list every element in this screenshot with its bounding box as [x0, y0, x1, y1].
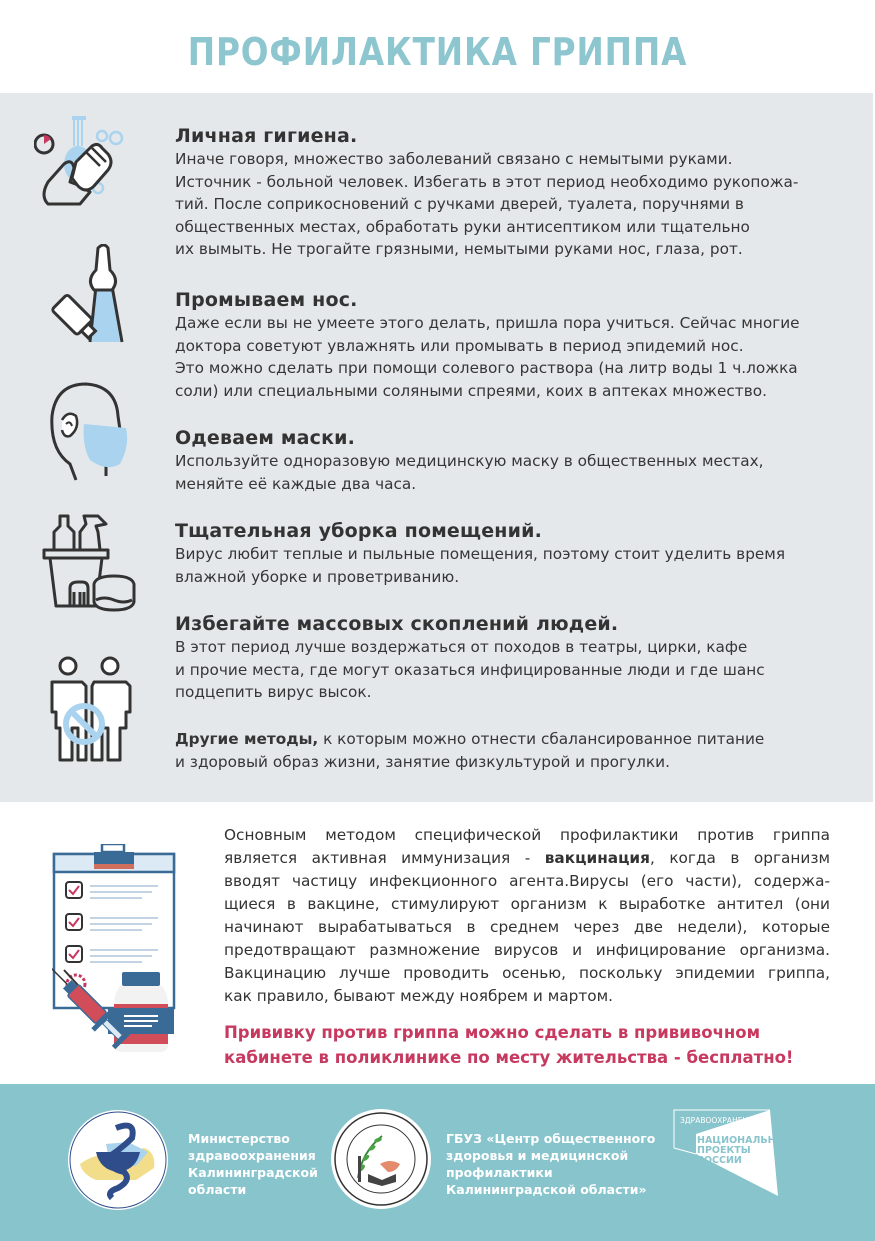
body-line: начинают вырабатываться в среднем через две недели), которые [224, 918, 830, 936]
body-line: вводят частицу инфекционного агента.Вирусы (его части), содержа- [224, 872, 830, 890]
org-line: Калининградской [188, 1165, 318, 1180]
body-line: доктора советуют увлажнять или промывать в период эпидемий нос. [175, 336, 744, 355]
org-line: ГБУЗ «Центр общественного [446, 1131, 656, 1146]
body-line: Источник - больной человек. Избегать в этот период необходимо рукопожа- [175, 172, 799, 191]
other-methods-label: Другие методы, [175, 730, 319, 748]
page-title: ПРОФИЛАКТИКА ГРИППА [187, 30, 688, 74]
body-line: Вакцинацию лучше проводить осенью, поскольку эпидемии гриппа, [224, 964, 830, 982]
vaccination-checklist-icon [52, 844, 182, 1054]
body-line: соли) или специальными соляными спреями, коих в аптеках множество. [175, 381, 767, 400]
body-line: Вирус любит теплые и пыльные помещения, поэтому стоит уделить время [175, 545, 786, 563]
center-name [446, 1130, 655, 1198]
nasal-spray-icon [40, 244, 130, 344]
no-crowds-icon [46, 656, 136, 766]
org-line: здоровья и медицинской [446, 1148, 629, 1163]
section-crowds [175, 612, 855, 704]
cleaning-supplies-icon [40, 512, 140, 612]
body-line: Это можно сделать при помощи солевого раствора (на литр воды 1 ч.ложка [175, 359, 798, 378]
body-line: их вымыть. Не трогайте грязными, немытыми руками нос, глаза, рот. [175, 240, 743, 259]
ministry-health-kaliningrad-logo [66, 1108, 170, 1212]
org-line: Министерство [188, 1131, 290, 1146]
body-line: Иначе говоря, множество заболеваний связано с немытыми руками. [175, 150, 733, 168]
section-heading: Избегайте массовых скоплений людей. [175, 613, 619, 635]
body-line: влажной уборке и проветриванию. [175, 567, 460, 586]
other-methods [175, 728, 855, 773]
np-line: НАЦИОНАЛЬНЫЕ [697, 1135, 792, 1146]
body-line: тий. После соприкосновений с ручками дверей, туалета, поручнями в [175, 195, 744, 214]
callout-line: кабинете в поликлинике по месту жительства - бесплатно! [224, 1048, 794, 1067]
vaccination-keyword: вакцинация [544, 849, 650, 867]
face-mask-icon [46, 380, 136, 485]
text-span: является активная иммунизация - [224, 849, 545, 867]
body-line: Даже если вы не умеете этого делать, пришла пора учиться. Сейчас многие [175, 314, 800, 332]
section-heading: Тщательная уборка помещений. [175, 520, 543, 542]
section-body [175, 450, 855, 495]
body-line [224, 847, 830, 870]
hand-washing-icon [34, 112, 134, 217]
national-projects-title [697, 1136, 792, 1166]
section-body [175, 148, 855, 261]
section-heading: Личная гигиена. [175, 125, 358, 147]
body-line: предотвращают размножение вирусов и инфицирование организма. [224, 941, 830, 959]
public-health-center-logo [330, 1108, 432, 1210]
section-nose [175, 288, 855, 402]
np-line: ПРОЕКТЫ [697, 1145, 751, 1156]
section-body [175, 636, 855, 704]
section-body [175, 543, 855, 588]
org-line: здравоохранения [188, 1148, 316, 1163]
body-line: щиеся в вакцине, стимулируют организм к выработке антител (они [224, 895, 830, 913]
body-line: Основным методом специфической профилактики против гриппа [224, 826, 830, 844]
section-heading: Одеваем маски. [175, 427, 356, 449]
section-heading: Промываем нос. [175, 289, 358, 311]
other-methods-text: к которым можно отнести сбалансированное питание [318, 730, 765, 748]
other-methods-body [175, 728, 855, 773]
body-line: и здоровый образ жизни, занятие физкультурой и прогулки. [175, 752, 670, 771]
body-line: как правило, бывают между ноябрем и мартом. [224, 987, 614, 1005]
callout-line: Прививку против гриппа можно сделать в прививочном [224, 1023, 761, 1042]
section-hygiene [175, 124, 855, 261]
body-line: подцепить вирус высок. [175, 683, 372, 702]
text-span: , когда в организм [649, 849, 830, 867]
org-line: области [188, 1182, 247, 1197]
section-body [175, 312, 855, 402]
body-line: меняйте её каждые два часа. [175, 474, 417, 493]
section-masks [175, 426, 855, 495]
body-line: В этот период лучше воздержаться от походов в театры, цирки, кафе [175, 638, 748, 656]
section-cleaning [175, 519, 855, 588]
np-line: РОССИИ [697, 1155, 742, 1166]
org-line: профилактики [446, 1165, 553, 1180]
national-projects-label: ЗДРАВООХРАНЕНИЕ [680, 1116, 759, 1125]
vaccination-text [224, 824, 830, 1008]
org-line: Калининградской области» [446, 1182, 647, 1197]
vaccination-callout [224, 1020, 844, 1070]
body-line: Используйте одноразовую медицинскую маску в общественных местах, [175, 452, 764, 470]
ministry-name [188, 1130, 318, 1198]
body-line: общественных местах, обработать руки антисептиком или тщательно [175, 217, 750, 236]
body-line: и прочие места, где могут оказаться инфицированные люди и где шанс [175, 660, 765, 679]
body-line [175, 728, 855, 751]
